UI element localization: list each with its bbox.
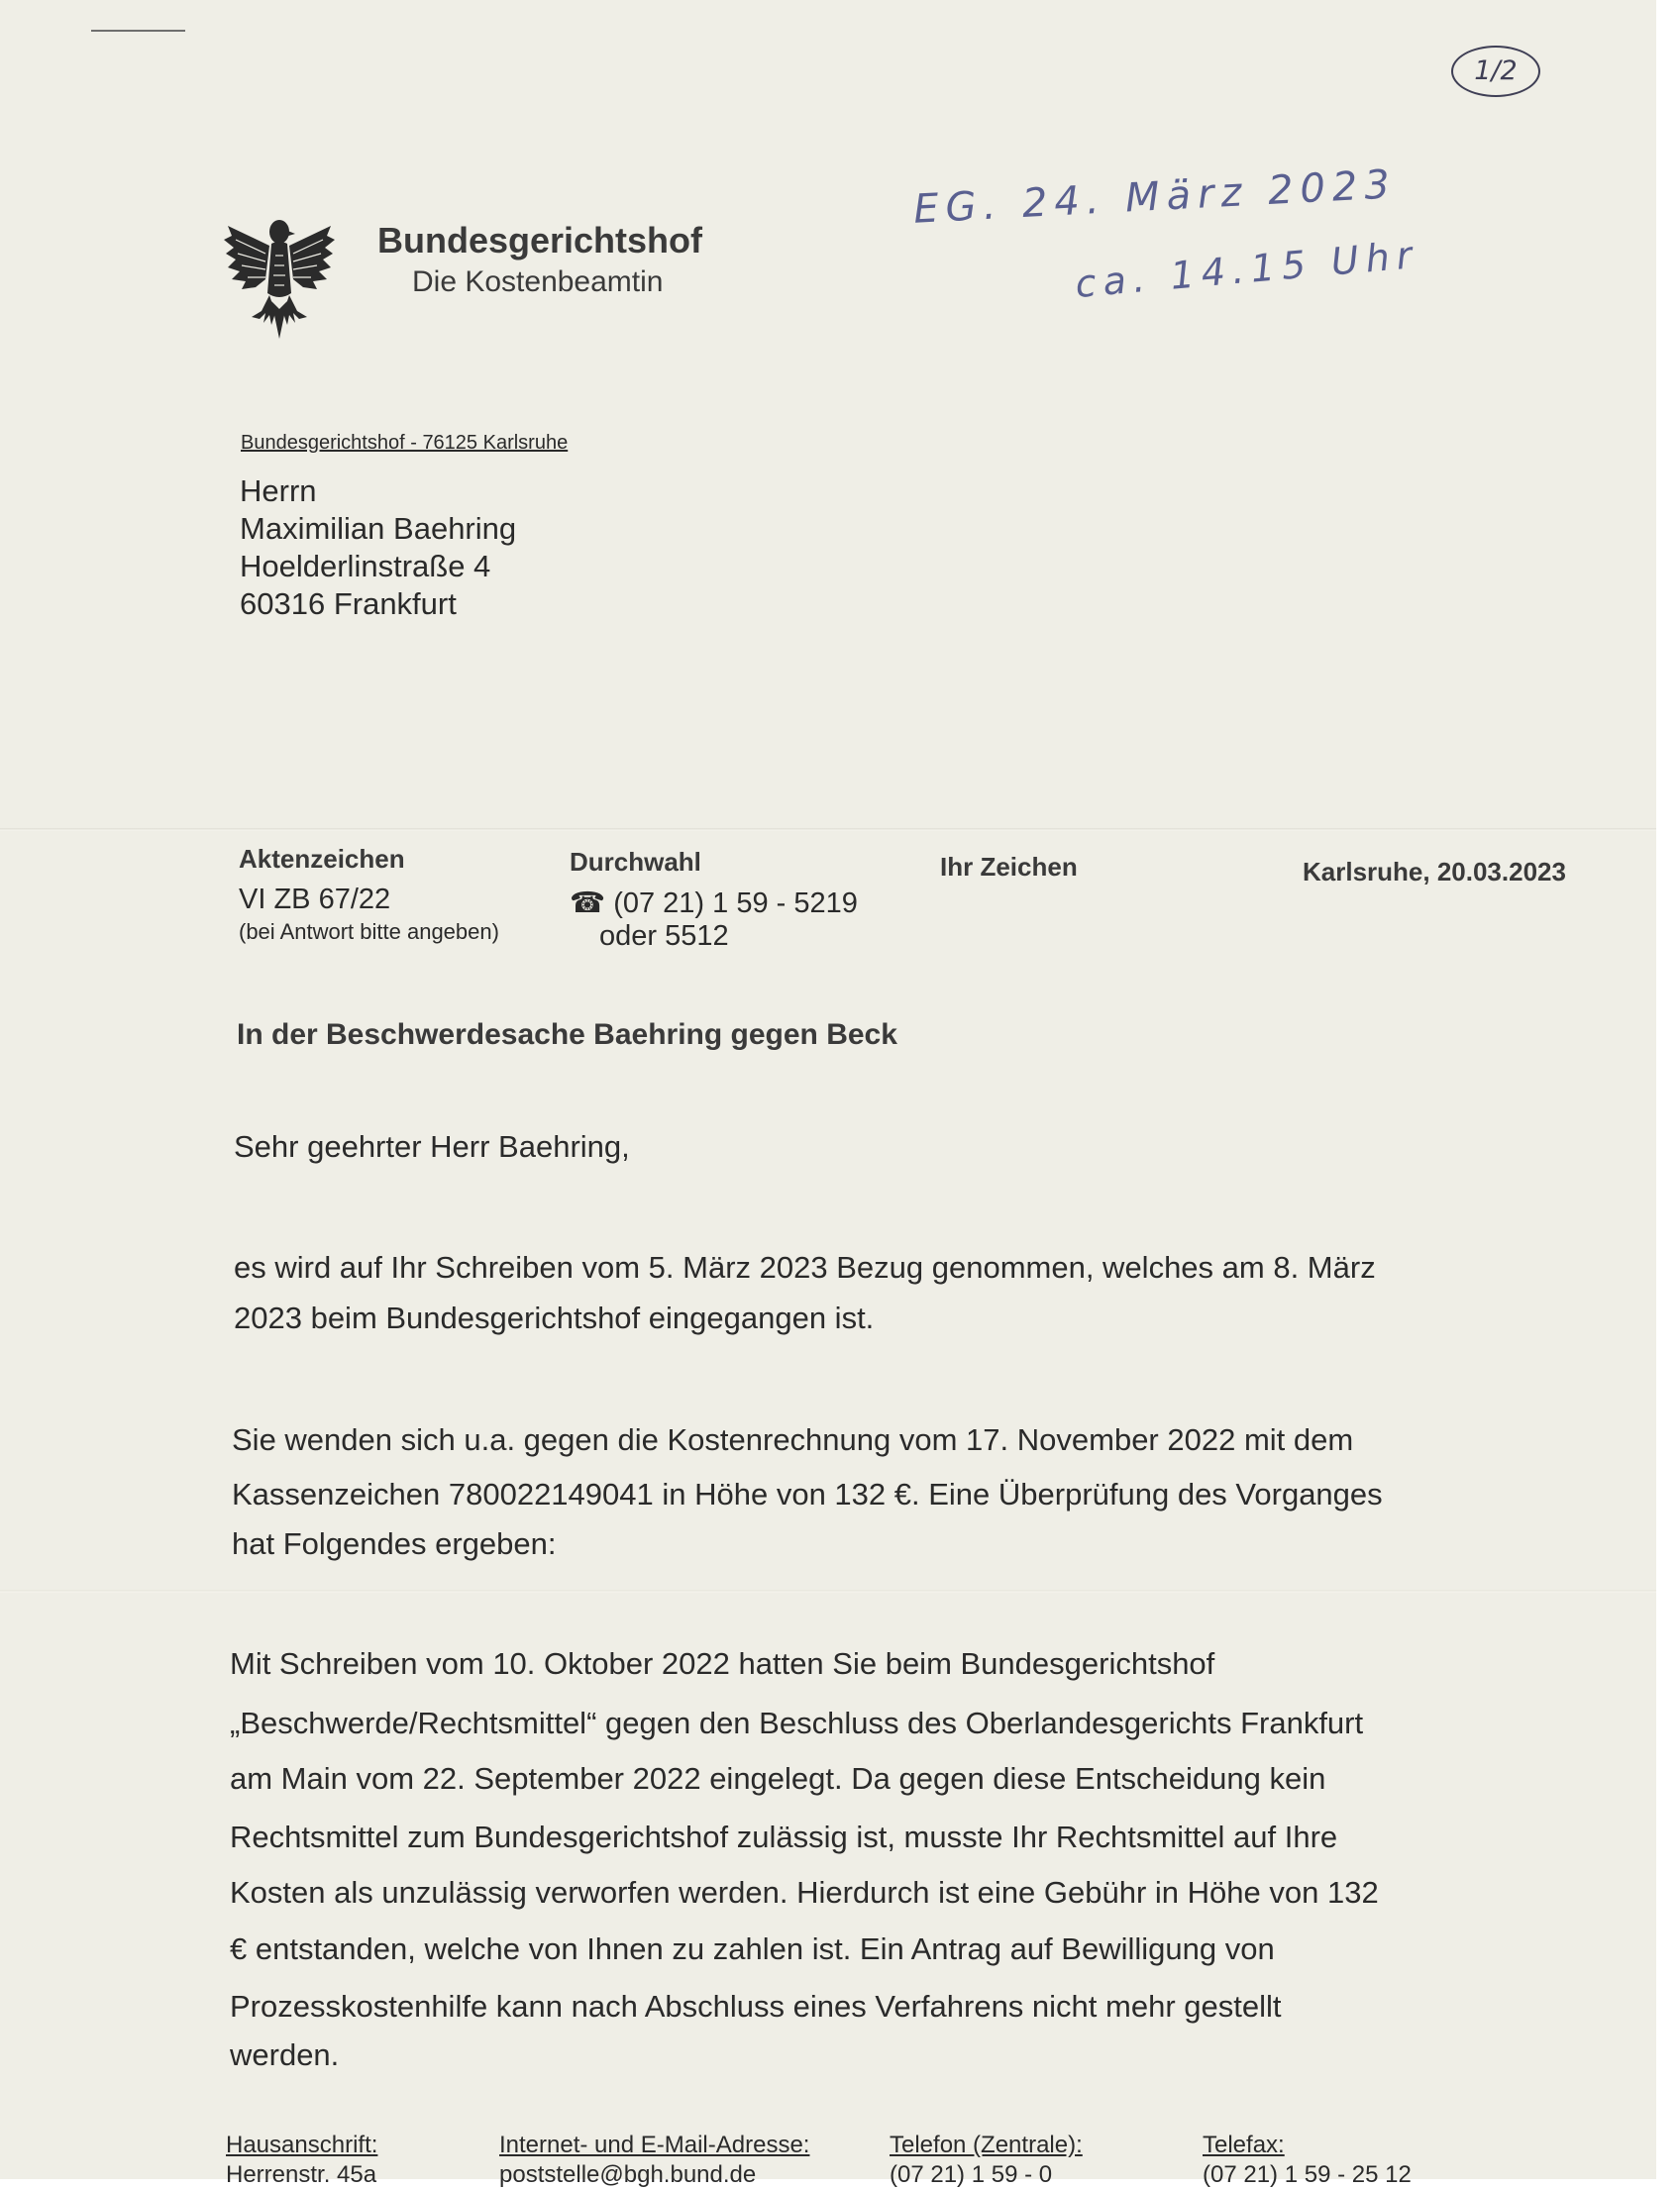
footer-internet-value: poststelle@bgh.bund.de <box>499 2161 757 2188</box>
recipient-street: Hoelderlinstraße 4 <box>240 549 491 583</box>
handwritten-receipt-date: EG. 24. März 2023 <box>912 161 1398 233</box>
recipient-city: 60316 Frankfurt <box>240 586 457 621</box>
footer-telefax-value: (07 21) 1 59 - 25 12 <box>1203 2161 1412 2188</box>
recipient-name: Maximilian Baehring <box>240 511 517 546</box>
punch-mark <box>91 30 185 32</box>
footer-hausanschrift-label: Hausanschrift: <box>226 2132 378 2158</box>
aktenzeichen-label: Aktenzeichen <box>239 844 405 874</box>
fold-line <box>0 828 1656 831</box>
salutation: Sehr geehrter Herr Baehring, <box>234 1129 630 1164</box>
footer-hausanschrift-value: Herrenstr. 45a <box>226 2161 377 2188</box>
handwritten-page-count: 1/2 <box>1451 46 1540 97</box>
body-line: am Main vom 22. September 2022 eingelegt. Da gegen diese Entscheidung kein <box>230 1761 1326 1796</box>
body-line: € entstanden, welche von Ihnen zu zahlen ist. Ein Antrag auf Bewilligung von <box>230 1931 1275 1966</box>
phone-icon: ☎ <box>570 887 606 919</box>
body-line: Kassenzeichen 780022149041 in Höhe von 132 €. Eine Überprüfung des Vorganges <box>232 1477 1383 1511</box>
ihr-zeichen-label: Ihr Zeichen <box>940 852 1078 882</box>
body-line: Kosten als unzulässig verworfen werden. Hierdurch ist eine Gebühr in Höhe von 132 <box>230 1875 1379 1910</box>
aktenzeichen-value: VI ZB 67/22 <box>239 884 391 915</box>
durchwahl-value <box>570 886 858 920</box>
body-line: Mit Schreiben vom 10. Oktober 2022 hatten Sie beim Bundesgerichtshof <box>230 1646 1215 1681</box>
footer-internet-label: Internet- und E-Mail-Adresse: <box>499 2132 810 2158</box>
body-line: werden. <box>230 2037 340 2072</box>
federal-eagle-icon <box>222 210 337 349</box>
institution-name: Bundesgerichtshof <box>377 220 703 261</box>
durchwahl-alt: oder 5512 <box>599 920 729 952</box>
subject-line: In der Beschwerdesache Baehring gegen Beck <box>237 1018 897 1051</box>
office-name: Die Kostenbeamtin <box>412 265 664 298</box>
aktenzeichen-note: (bei Antwort bitte angeben) <box>239 919 499 944</box>
recipient-salutation: Herrn <box>240 473 317 508</box>
body-line: Rechtsmittel zum Bundesgerichtshof zulässig ist, musste Ihr Rechtsmittel auf Ihre <box>230 1820 1338 1854</box>
body-line: Sie wenden sich u.a. gegen die Kostenrechnung vom 17. November 2022 mit dem <box>232 1422 1354 1457</box>
body-line: es wird auf Ihr Schreiben vom 5. März 2023 Bezug genommen, welches am 8. März <box>234 1250 1376 1285</box>
footer-telefon-value: (07 21) 1 59 - 0 <box>890 2161 1053 2188</box>
fold-line <box>0 1590 1656 1593</box>
footer-telefon-label: Telefon (Zentrale): <box>890 2132 1083 2158</box>
durchwahl-number: (07 21) 1 59 - 5219 <box>613 887 858 919</box>
handwritten-receipt-time: ca. 14.15 Uhr <box>1073 232 1420 307</box>
place-date: Karlsruhe, 20.03.2023 <box>1303 857 1566 886</box>
body-line: „Beschwerde/Rechtsmittel“ gegen den Beschluss des Oberlandesgerichts Frankfurt <box>230 1706 1364 1740</box>
return-address: Bundesgerichtshof - 76125 Karlsruhe <box>241 432 569 454</box>
body-line: 2023 beim Bundesgerichtshof eingegangen ist. <box>234 1301 875 1335</box>
body-line: Prozesskostenhilfe kann nach Abschluss eines Verfahrens nicht mehr gestellt <box>230 1989 1282 2024</box>
durchwahl-label: Durchwahl <box>570 847 701 877</box>
footer-telefax-label: Telefax: <box>1203 2132 1285 2158</box>
body-line: hat Folgendes ergeben: <box>232 1526 557 1561</box>
